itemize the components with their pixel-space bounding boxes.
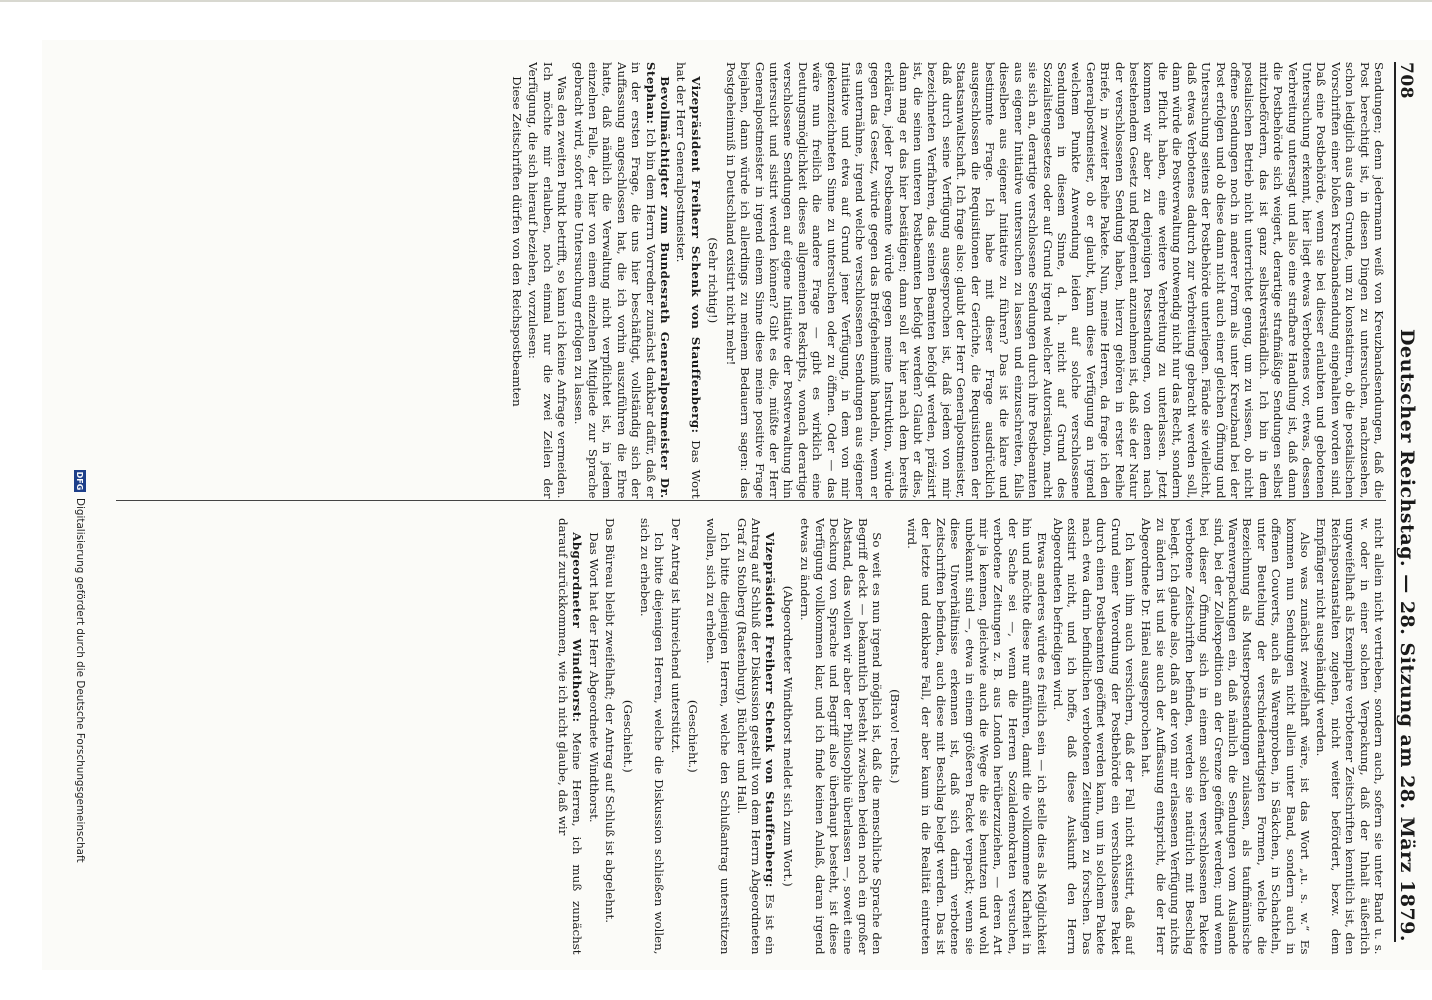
speech-paragraph <box>571 62 672 499</box>
body-paragraph: Sendungen; denn jedermann weiß von Kreuzbandsendungen, daß die Post berechtigt ist, in diesen Dingen zu untersuchen, nachzusehen, schon lediglich aus dem Grunde, um zu konstatiren, ob die postalischen Vorschriften einer bloßen Kreuzbandsendung eingehalten worden sind. Daß eine Postbehörde, wenn sie bei dieser erlaubten und gebotenen Untersuchung erkennt, hier liegt etwas Verbotenes vor, etwas, dessen Verbreitung untersagt und also eine strafbare Handlung ist, daß dann die Postbehörde sich weigert, derartige strafmäßige Sendungen selbst mitzubefördern, das ist ganz selbstverständlich. Ich bin in dem postalischen Betrieb nicht unterrichtet genug, um zu wissen, ob nicht offene Sendungen noch in anderer Form als unter Kreuzband bei der Post erfolgen und ob diese dann nicht auch einer gleichen Öffnung und Untersuchung seitens der Postbehörde unterliegen. Fände sie vielleicht, daß etwas Verbotenes dadurch zur Verbreitung gebracht werden soll, dann würde die Postverwaltung notwendig nicht nur das Recht, sondern die Pflicht haben, eine weitere Verbreitung zu unterlassen. Jetzt kommen wir aber zu denjenigen Postsendungen, von denen nach bestehendem Gesetz und Reglement anzunehmen ist, daß sie der Natur der verschlossenen Sendung haben, hierzu gehören in erster Reihe Briefe, in zweiter Reihe Pakete. Nun, meine Herren, da frage ich den Generalpostmeister, ob er glaubt, kann diese Verfügung an irgend welchem Punkte Anwendung leiden auf solche verschlossene Sendungen in diesem Sinne, d. h. nicht auf Grund des Sozialistengesetzes oder auf Grund irgend welcher Autorisation, macht sie sich an, derartige verschlossene Sendungen durch ihre Postbeamten aus eigener Initiative untersuchen zu lassen und einzuschreiten, falls dieselben aus eigener Initiative zu führen? Das ist die klare und bestimmte Frage. Ich habe mit dieser Frage ausdrücklich ausgeschlossen die Requisitionen der Gerichte, die Requisitionen der Staatsanwaltschaft. Ich frage also: glaubt der Herr Generalpostmeister, daß durch seine Verfügung ausgesprochen ist, daß jedem von mir bezeichneten Verfahren, das seinen Beamten befolgt werden, präzisirt ist, die seinen unteren Postbeamten befolgt werden? Glaubt er dies, dann mag er das hier bestätigen; dann soll er hier nach dem bereits erklären, jeder Postbeamte würde gegen meine Instruktion, würde gegen das Gesetz, würde gegen das Briefgeheimniß handeln, wenn er es unternähme, irgend welche verschlossenen Sendungen aus eigener Initiative und etwa auf Grund jener Verfügung, in dem von mir gekennzeichneten Sinne zu untersuchen oder zu öffnen. Oder — das wäre nun freilich die andere Frage — gibt es wirklich eine Deutungsmöglichkeit dieses allgemeinen Reskripts, wonach derartige verschlossene Sendungen auf eigene Initiative der Postverwaltung hin untersucht und sistirt werden können? Gibt es die, müßte der Herr Generalpostmeister in irgend einem Sinne diese meine positive Frage bejahen, dann würde ich allerdings zu meinem Bedauern sagen: das Postgeheimniß in Deutschland existirt nicht mehr! <box>723 62 1386 499</box>
body-paragraph: nicht allein nicht vertrieben, sondern auch, sofern sie unter Band u. s. w. oder in einer solchen Verpackung, daß der Inhalt äußerlich ungweifelhaft als Exemplare verbotener Zeitschriften kenntlich ist, den Reichspostanstalten zugehen, nicht weiter befördert, bezw. dem Empfänger nicht ausgehändigt werden. <box>1314 518 1386 955</box>
speech-paragraph <box>674 62 703 499</box>
text-column-left <box>116 62 1386 499</box>
page-header <box>1394 62 1430 942</box>
digitization-credit <box>72 470 88 950</box>
speaker-name: Bevollmächtigter zum Bundesrath Generalpostmeister Dr. Stephan: <box>643 62 673 499</box>
stage-direction: (Bravo! rechts.) <box>887 689 902 784</box>
body-paragraph: Diese Zeitschriften dürfen von den Reichspostbeamten <box>510 76 525 407</box>
body-paragraph: Was den zweiten Punkt betrifft, so kann ich keine Anfrage vermeiden. Ich möchte mir erlauben, noch einmal nur die zwei Zeilen der Verfügung, die sich hierauf beziehen, vorzulesen: <box>526 62 570 499</box>
speech-paragraph <box>556 518 585 955</box>
speech-text: Meine Herren, ich muß zunächst darauf zurückkommen, wie ich nicht glaube, daß wir <box>556 518 585 955</box>
speaker-name: Abgeordneter Windthorst: <box>570 532 585 723</box>
page-number: 708 <box>1396 62 1416 99</box>
column-divider <box>116 500 1386 501</box>
running-title: Deutscher Reichstag. — 28. Sitzung am 28. März 1879. <box>1396 329 1418 942</box>
body-paragraph: Ich bitte diejenigen Herren, welche den Schlußantrag unterstützen wollen, sich zu erheben. <box>703 518 733 955</box>
stage-direction: (Sehr richtig!) <box>706 237 721 324</box>
speech-paragraph <box>734 518 777 955</box>
dfg-logo: DFG <box>75 471 85 491</box>
speech-text: Das Wort hat der Herr Generalpostmeister. <box>674 62 703 499</box>
body-paragraph: Also was zunächst zweifelhaft wäre, ist das Wort „u. s. w.“ Es kommen nun Sendungen nicht allein unter Band, sondern auch in offenen Couverts, auch als Warenproben, in Säckchen, in Schachteln, unter Beutelung der verschiedenartigsten Formen, welche die Bezeichnung als Musterpostsendungen zulassen, als taufmännische Warenverpackungen ein, daß nämlich die Sendungen vom Auslande sind, bei der Zollexpedition an der Grenze geöffnet werden; und wenn bei dieser Öffnung sich in einem solchen verschlossenen Pakete verbotene Zeitschriften befinden, werden sie natürlich mit Beschlag belegt. Ich glaube also, daß an der von mir erlassenen Verfügung nichts zu ändern ist und sie auch der Auffassung entspricht, die der Herr Abgeordnete Dr. Hänel ausgesprochen hat. <box>1139 518 1312 955</box>
body-paragraph: Das Wort hat der Herr Abgeordnete Windthorst. <box>586 532 601 823</box>
body-paragraph: So weit es nun irgend möglich ist, daß die menschliche Sprache den Begriff deckt — bekanntlich besteht zwischen beiden noch ein großer Abstand, das wollen wir aber der Philosophie überlassen —, soweit eine Deckung von Sprache und Begriff also überhaupt besteht, ist diese Verfügung vollkommen klar, und ich finde keinen Anlaß, daran irgend etwas zu ändern. <box>798 518 885 955</box>
speaker-name: Vizepräsident Freiherr Schenk von Stauffenberg: <box>763 532 778 888</box>
speech-text: Ich bin dem Herrn Vorredner zunächst dankbar dafür, daß er in der ersten Frage, die uns hier beschäftigt, vollständig sich der Auffassung angeschlossen hat, die ich vorhin auszuführen die Ehre hatte, daß nämlich die Verwaltung nicht verpflichtet ist, in jedem einzelnen Falle, der hier von einem einzelnen Mitgliede zur Sprache gebracht wird, sofort eine Untersuchung erfolgen zu lassen. <box>571 62 658 499</box>
speech-text: Es ist ein Antrag auf Schluß der Diskussion gestellt von dem Herrn Abgeordneten Graf zu Stolberg (Rastenburg), Büchler und Hall. <box>734 518 778 955</box>
stage-direction: (Geschieht.) <box>686 699 701 773</box>
body-paragraph: Ich bitte diejenigen Herren, welche die Diskussion schließen wollen, sich zu erheben. <box>638 518 667 955</box>
speaker-name: Vizepräsident Freiherr Schenk von Stauffenberg: <box>688 76 703 434</box>
body-paragraph: Das Büreau bleibt zweifelhaft; der Antrag auf Schluß ist abgelehnt. <box>603 518 618 923</box>
rotated-scanned-page <box>42 40 1432 970</box>
text-column-right <box>116 518 1386 955</box>
body-paragraph: Ich kann ihm auch versichern, daß der Fall nicht existirt, daß auf Grund einer Verordnung der Postbehörde ein verschlossenes Paket durch einen Postbeamten geöffnet werden kann, um in solchem Pakete nach etwa darin befindlichen verbotenen Zeitungen zu forschen. Das existirt nicht, und ich hoffe, daß diese Auskunft den Herrn Abgeordneten befriedigen wird. <box>1051 518 1138 955</box>
stage-direction: (Abgeordneter Windthorst meldet sich zum Wort.) <box>780 585 795 887</box>
stage-direction: (Geschieht.) <box>620 699 635 773</box>
body-paragraph: Der Antrag ist hinreichend unterstützt. <box>668 518 683 754</box>
scan-edge-top <box>0 0 1432 2</box>
body-paragraph: Etwas anderes würde es freilich sein — ich stelle dies als Möglichkeit hin und möchte diese nur anführen, damit die vollkommene Klarheit in der Sache sei —, wenn die Herren Sozialdemokraten versuchen, verbotene Zeitungen z. B. aus London herüberzuziehen, — deren Art mir ja kennen, gleichwie auch die Wege die sie benutzen und wohl unbekannt sind —, etwa in einem größeren Packet verpackt; wenn sie diese Unverhältnisse erkennen ist, daß sich darin verbotene Zeitschriften befinden, auch diese mit Beschlag belegt werden. Das ist der letzte und denkbare Fall, der aber kaum in die Realität eintreten wird. <box>905 518 1049 955</box>
digitization-credit-text: Digitalisierung gefördert durch die Deutsche Forschungsgemeinschaft <box>74 498 86 863</box>
